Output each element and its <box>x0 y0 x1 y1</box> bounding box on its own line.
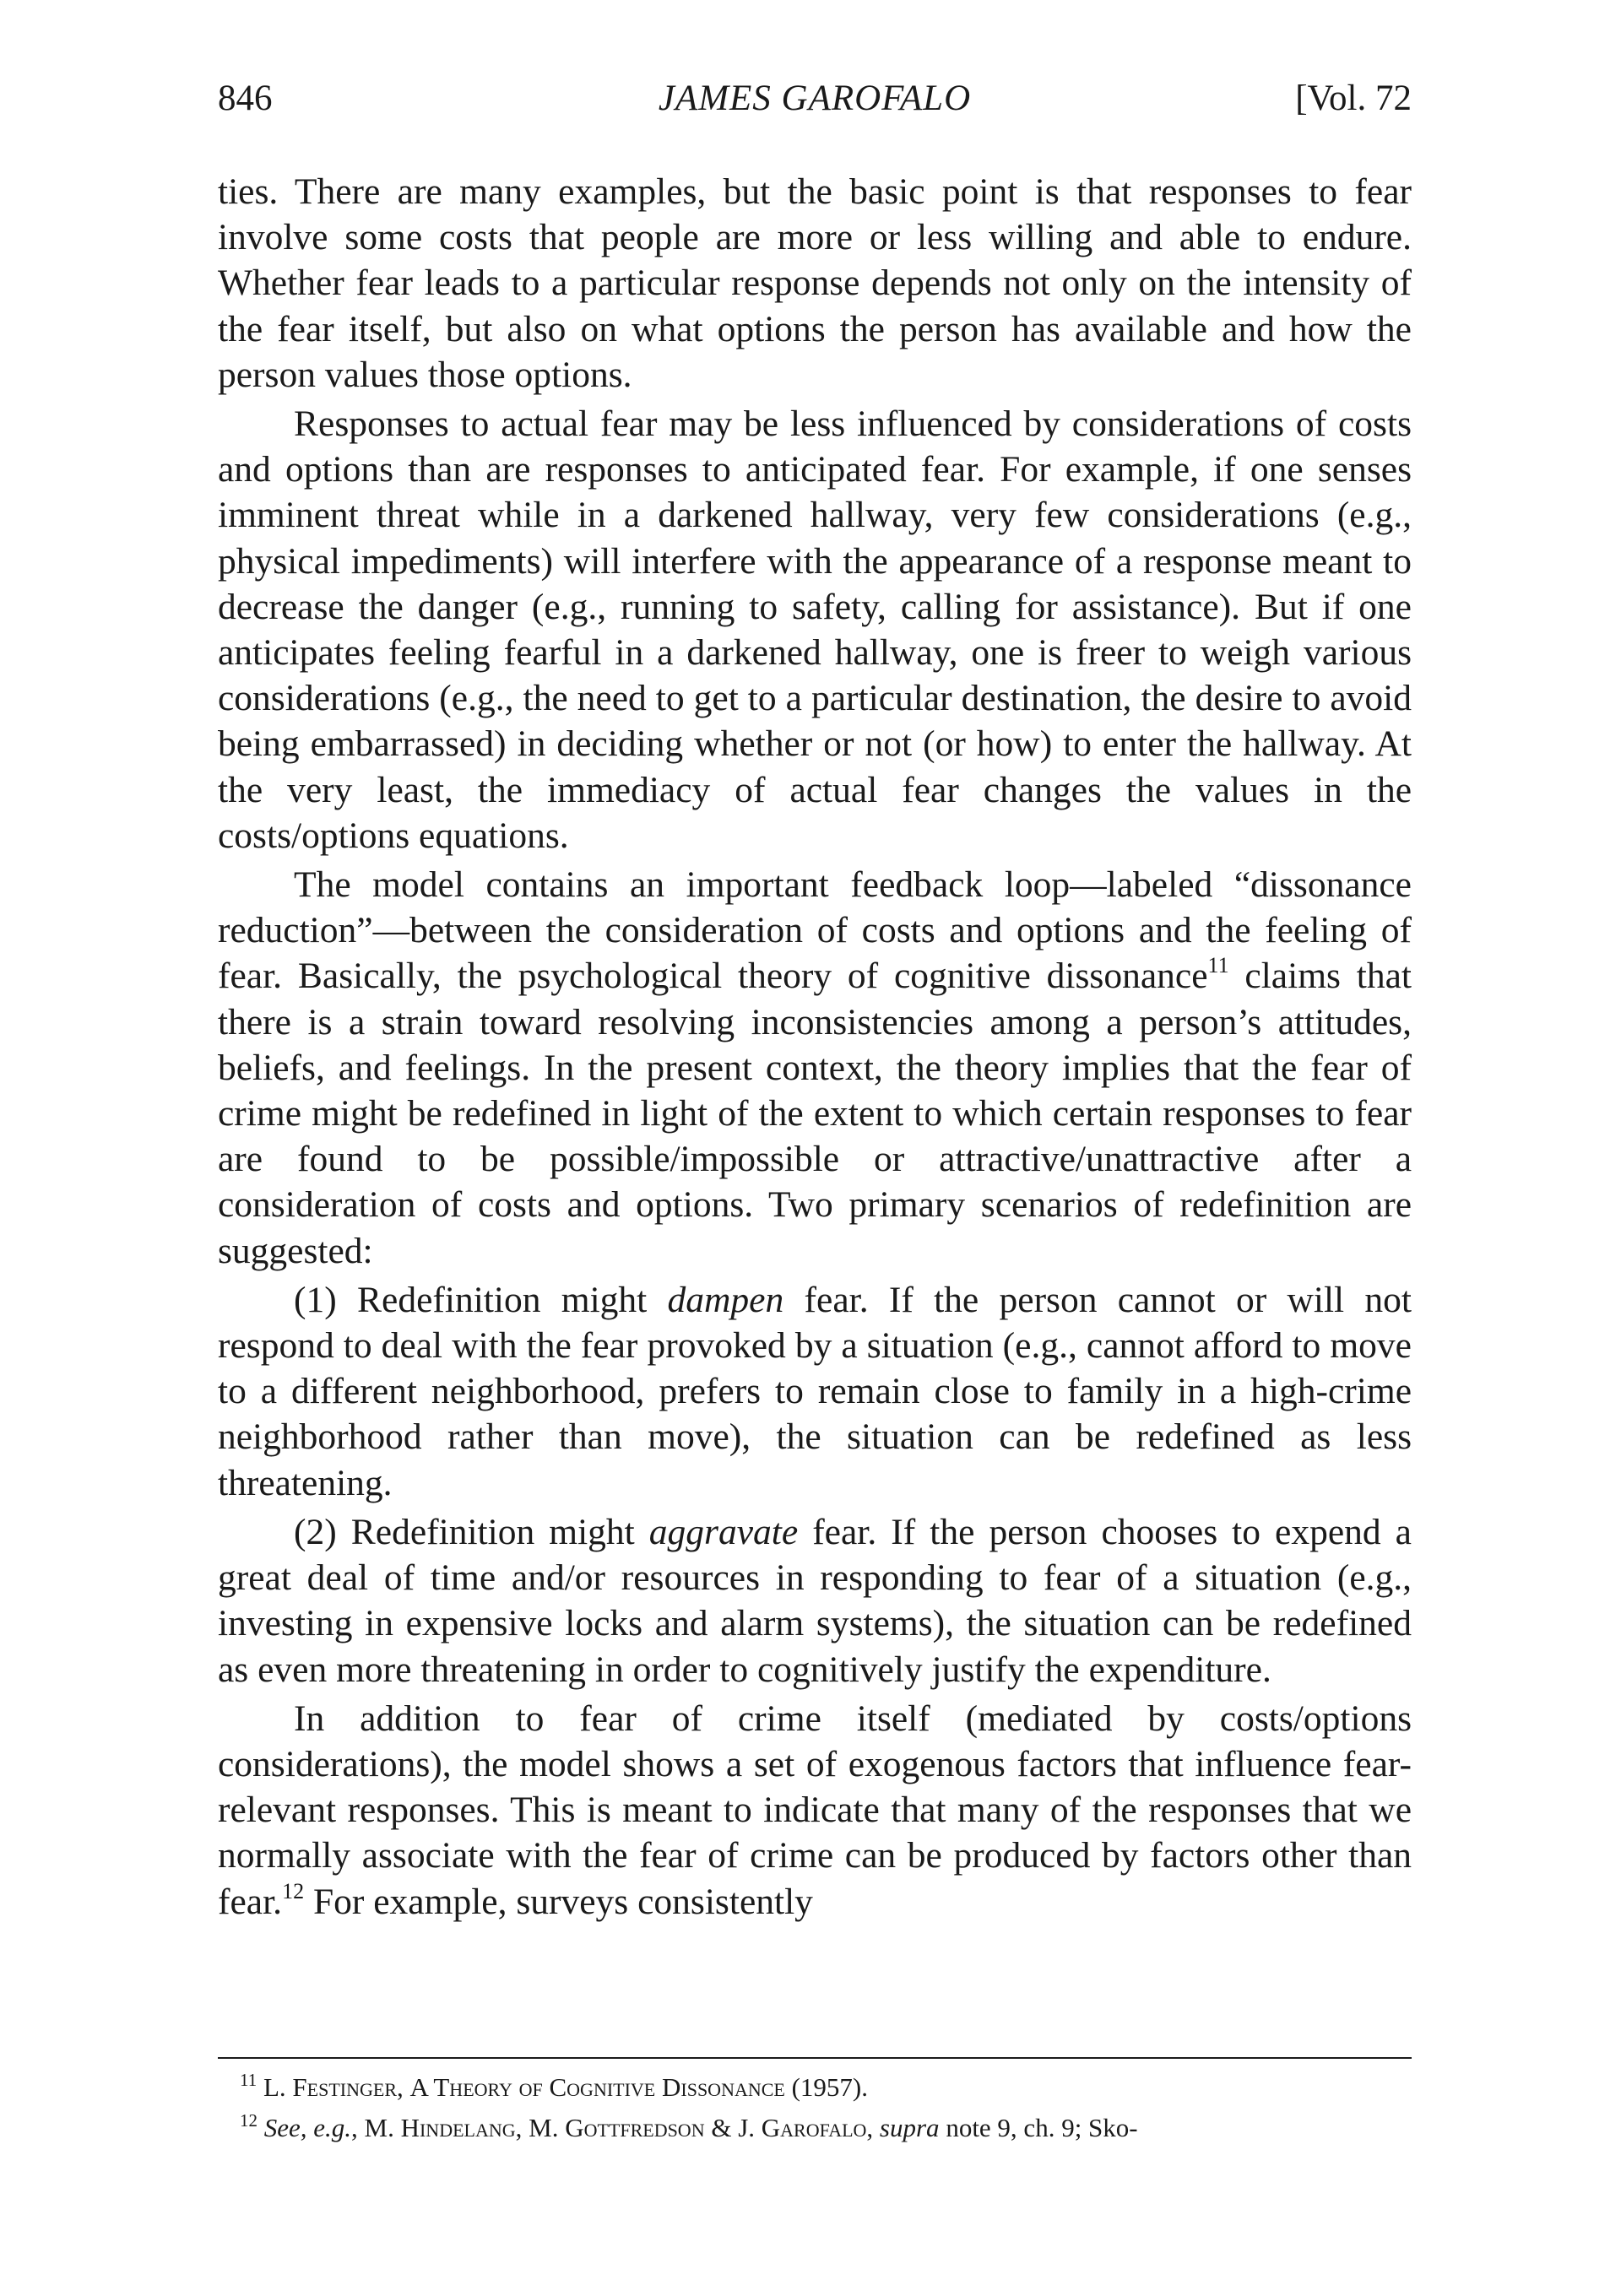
footnote-authors: M. Hindelang, M. Gottfredson & J. Garofalo <box>364 2113 867 2142</box>
list-item-2: (2) Redefinition might aggravate fear. If the person chooses to expend a great deal of time and/or resources in responding to fear of a situation (e.g., investing in expensive locks and alarm systems), the situation can be redefined as even more threatening in order to cognitively justify the expenditure. <box>218 1511 1412 1690</box>
footnote-signal: See, e.g. <box>263 2113 352 2142</box>
paragraph-text: The model contains an important feedback loop—labeled “dissonance reduction”—between the consideration of costs and options and the feeling of fear. Basically, the psychological theory of cognitive dissonance <box>218 864 1412 997</box>
article-body <box>218 169 1412 1928</box>
paragraph-feedback-loop <box>218 862 1412 1274</box>
footnote-supra: supra <box>879 2113 940 2142</box>
footnote-ref-12[interactable]: 12 <box>282 1878 305 1903</box>
footnotes <box>218 2070 1412 2151</box>
volume-label: [Vol. 72 <box>1295 79 1412 118</box>
emphasis-dampen: dampen <box>667 1279 784 1320</box>
page-header <box>218 69 1412 128</box>
list-number: (2) <box>294 1511 337 1552</box>
paragraph-continued: ties. There are many examples, but the basic point is that responses to fear involve some costs that people are more or less willing and able to endure. Whether fear leads to a particular response depends not only on the intensity of the fear itself, but also on what options the person has available and how the person values those options. <box>218 171 1412 395</box>
list-number: (1) <box>294 1279 337 1320</box>
footnote-number: 12 <box>240 2110 258 2131</box>
footnote-author: L. Festinger <box>263 2072 397 2102</box>
paragraph-text: For example, surveys consistently <box>304 1881 813 1922</box>
emphasis-aggravate: aggravate <box>648 1511 799 1552</box>
list-item-1: (1) Redefinition might dampen fear. If the person cannot or will not respond to deal with the fear provoked by a situation (e.g., cannot afford to move to a different neighborhood, prefers to remain close to family in a high-crime neighborhood rather than move), the situation can be redefined as less threatening. <box>218 1279 1412 1503</box>
footnote-divider <box>218 2057 1412 2059</box>
paragraph-text: In addition to fear of crime itself (mediated by costs/options considerations), the model shows a set of exogenous factors that influence fear-relevant responses. This is meant to indicate that many of the responses that we normally associate with the fear of crime can be produced by factors other than fear. <box>218 1698 1412 1922</box>
running-title: JAMES GAROFALO <box>658 79 972 118</box>
paragraph-text: claims that there is a strain toward resolving inconsistencies among a person’s attitudes, beliefs, and feelings. In the present context, the theory implies that the fear of crime might be redefined in light of the extent to which certain responses to fear are found to be possible/impossible or attractive/unattractive after a consideration of costs and options. Two primary scenarios of redefinition are suggested: <box>218 956 1412 1271</box>
footnote-12: $^{12}$ See, e.g., M. Hindelang, M. Gottfredson & J. Garofalo, supra note 9, ch. 9; Sko- <box>240 2110 1138 2142</box>
footnote-ref-11[interactable]: 11 <box>1207 953 1229 978</box>
paragraph-actual-fear: Responses to actual fear may be less influenced by considerations of costs and options than are responses to anticipated fear. For example, if one senses imminent threat while in a darkened hallway, very few considerations (e.g., physical impediments) will interfere with the appearance of a response meant to decrease the danger (e.g., running to safety, calling for assistance). But if one anticipates feeling fearful in a darkened hallway, one is freer to weigh various considerations (e.g., the need to get to a particular destination, the desire to avoid being embarrassed) in deciding whether or not (or how) to enter the hallway. At the very least, the immediacy of actual fear changes the values in the costs/options equations. <box>218 403 1412 856</box>
footnote-number: 11 <box>240 2070 258 2090</box>
paragraph-exogenous-factors <box>218 1696 1412 1925</box>
footnote-title: A Theory of Cognitive Dissonance <box>409 2072 785 2102</box>
footnote-11: $^{11}$ L. Festinger, A Theory of Cognitive Dissonance (1957). <box>240 2070 868 2102</box>
page-number: 846 <box>218 79 273 118</box>
